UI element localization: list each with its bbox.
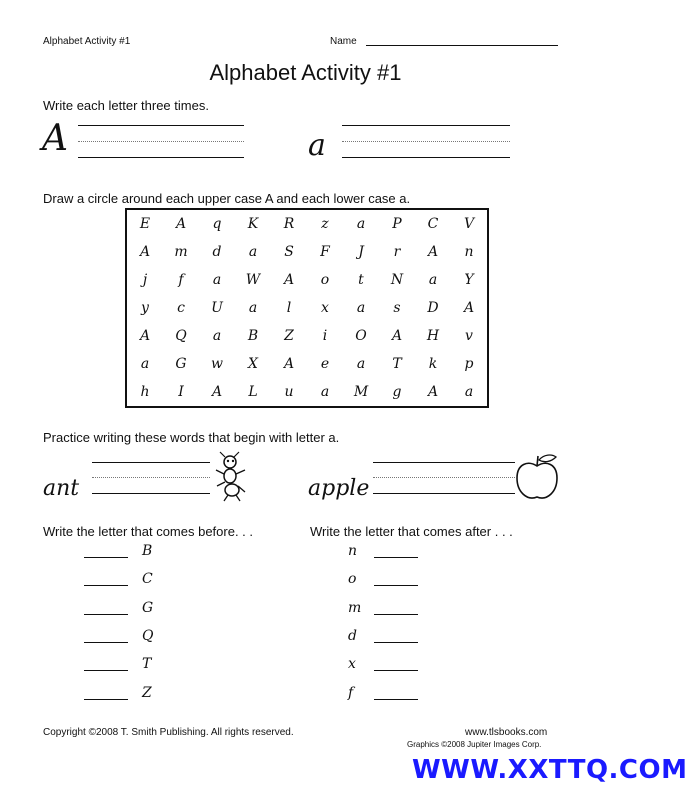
grid-letter[interactable]: l bbox=[286, 300, 292, 316]
grid-letter[interactable]: a bbox=[356, 356, 366, 372]
grid-letter[interactable]: Z bbox=[284, 328, 294, 344]
grid-letter[interactable]: g bbox=[392, 384, 402, 400]
instruction-write-letters: Write each letter three times. bbox=[43, 98, 209, 113]
grid-letter[interactable]: a bbox=[428, 272, 438, 288]
grid-letter[interactable]: F bbox=[320, 244, 330, 260]
grid-letter[interactable]: a bbox=[248, 300, 258, 316]
grid-letter[interactable]: s bbox=[393, 300, 401, 316]
apple-icon bbox=[514, 452, 560, 502]
answer-blank-after[interactable] bbox=[374, 614, 418, 615]
grid-letter[interactable]: v bbox=[465, 328, 473, 344]
website-link[interactable]: www.tlsbooks.com bbox=[465, 727, 548, 738]
answer-blank-before[interactable] bbox=[84, 557, 128, 558]
grid-letter[interactable]: p bbox=[464, 356, 474, 372]
instruction-after: Write the letter that comes after . . . bbox=[310, 524, 513, 539]
grid-letter[interactable]: a bbox=[320, 384, 330, 400]
grid-letter[interactable]: o bbox=[320, 272, 330, 288]
grid-letter[interactable]: a bbox=[248, 244, 258, 260]
grid-row bbox=[126, 209, 488, 238]
instruction-before: Write the letter that comes before. . . bbox=[43, 524, 254, 539]
before-letter: C bbox=[142, 571, 153, 587]
grid-letter[interactable]: j bbox=[142, 272, 148, 288]
answer-blank-before[interactable] bbox=[84, 670, 128, 671]
letter-upper-a: A bbox=[42, 118, 68, 159]
writing-midline bbox=[78, 141, 244, 142]
grid-letter[interactable]: w bbox=[211, 356, 223, 372]
name-line[interactable] bbox=[366, 45, 558, 46]
writing-line[interactable] bbox=[373, 493, 515, 494]
ant-icon bbox=[212, 452, 248, 502]
grid-letter[interactable]: e bbox=[320, 356, 330, 372]
grid-row bbox=[126, 294, 488, 322]
grid-letter[interactable]: V bbox=[463, 216, 475, 232]
grid-letter[interactable]: A bbox=[139, 244, 151, 260]
after-letter: x bbox=[348, 656, 356, 672]
grid-letter[interactable]: y bbox=[141, 300, 149, 316]
grid-letter[interactable]: a bbox=[212, 328, 222, 344]
grid-letter[interactable]: X bbox=[248, 356, 258, 372]
grid-letter[interactable]: A bbox=[463, 300, 475, 316]
grid-letter[interactable]: t bbox=[358, 272, 364, 288]
writing-line[interactable] bbox=[92, 462, 210, 463]
grid-letter[interactable]: a bbox=[356, 216, 366, 232]
grid-letter[interactable]: i bbox=[322, 328, 328, 344]
grid-letter[interactable]: n bbox=[464, 244, 474, 260]
answer-blank-before[interactable] bbox=[84, 614, 128, 615]
grid-letter[interactable]: G bbox=[175, 356, 187, 372]
header-name-label: Name bbox=[330, 36, 357, 47]
grid-letter[interactable]: B bbox=[247, 328, 259, 344]
grid-letter[interactable]: I bbox=[178, 384, 184, 400]
before-letter: Z bbox=[142, 685, 152, 701]
grid-letter[interactable]: A bbox=[211, 384, 223, 400]
grid-letter[interactable]: Q bbox=[175, 328, 187, 344]
answer-blank-after[interactable] bbox=[374, 699, 418, 700]
grid-letter[interactable]: a bbox=[212, 272, 222, 288]
grid-letter[interactable]: f bbox=[178, 272, 184, 288]
grid-letter[interactable]: A bbox=[391, 328, 403, 344]
grid-letter[interactable]: N bbox=[390, 272, 404, 288]
word-apple: apple bbox=[308, 476, 370, 501]
grid-letter[interactable]: A bbox=[175, 216, 187, 232]
grid-letter[interactable]: U bbox=[211, 300, 223, 316]
grid-letter[interactable]: M bbox=[353, 384, 369, 400]
writing-line[interactable] bbox=[373, 462, 515, 463]
before-letter: G bbox=[142, 600, 154, 616]
writing-midline bbox=[373, 477, 515, 478]
answer-blank-before[interactable] bbox=[84, 699, 128, 700]
answer-blank-before[interactable] bbox=[84, 585, 128, 586]
writing-midline bbox=[342, 141, 510, 142]
grid-letter[interactable]: J bbox=[358, 244, 364, 260]
grid-letter[interactable]: C bbox=[427, 216, 439, 232]
grid-row bbox=[126, 322, 488, 350]
writing-line[interactable] bbox=[78, 125, 244, 126]
grid-letter[interactable]: d bbox=[212, 244, 222, 260]
grid-letter[interactable]: r bbox=[393, 244, 401, 260]
word-ant: ant bbox=[43, 476, 80, 501]
grid-letter[interactable]: a bbox=[356, 300, 366, 316]
writing-midline bbox=[92, 477, 210, 478]
answer-blank-before[interactable] bbox=[84, 642, 128, 643]
watermark: WWW.XXTTQ.COM bbox=[412, 755, 688, 785]
after-letter: n bbox=[348, 543, 358, 559]
writing-line[interactable] bbox=[342, 125, 510, 126]
grid-letter[interactable]: u bbox=[284, 384, 294, 400]
answer-blank-after[interactable] bbox=[374, 642, 418, 643]
grid-letter[interactable]: k bbox=[428, 356, 438, 372]
grid-letter[interactable]: O bbox=[355, 328, 367, 344]
after-letter: m bbox=[348, 600, 362, 616]
grid-letter[interactable]: h bbox=[140, 384, 150, 400]
letter-lower-a: a bbox=[308, 128, 326, 163]
grid-letter[interactable]: T bbox=[392, 356, 402, 372]
after-letter: o bbox=[348, 571, 357, 587]
writing-line[interactable] bbox=[92, 493, 210, 494]
writing-line[interactable] bbox=[78, 157, 244, 158]
copyright-text: Copyright ©2008 T. Smith Publishing. All rights reserved. bbox=[43, 727, 294, 738]
grid-letter[interactable]: A bbox=[427, 384, 439, 400]
grid-letter[interactable]: z bbox=[321, 216, 329, 232]
grid-letter[interactable]: Y bbox=[464, 272, 474, 288]
answer-blank-after[interactable] bbox=[374, 585, 418, 586]
grid-letter[interactable]: H bbox=[426, 328, 440, 344]
answer-blank-after[interactable] bbox=[374, 670, 418, 671]
grid-letter[interactable]: W bbox=[245, 272, 261, 288]
grid-row bbox=[126, 238, 488, 266]
grid-letter[interactable]: q bbox=[212, 216, 222, 232]
grid-letter[interactable]: S bbox=[284, 244, 294, 260]
grid-letter[interactable]: P bbox=[392, 216, 402, 232]
before-letter: B bbox=[142, 543, 153, 559]
grid-letter[interactable]: m bbox=[174, 244, 188, 260]
after-letter: d bbox=[348, 628, 357, 644]
grid-letter[interactable]: E bbox=[139, 216, 151, 232]
grid-row bbox=[126, 350, 488, 378]
grid-letter[interactable]: c bbox=[177, 300, 185, 316]
grid-letter[interactable]: A bbox=[139, 328, 151, 344]
grid-letter[interactable]: A bbox=[427, 244, 439, 260]
grid-row bbox=[126, 266, 488, 294]
before-letter: T bbox=[142, 656, 152, 672]
grid-letter[interactable]: A bbox=[283, 272, 295, 288]
grid-letter[interactable]: A bbox=[283, 356, 295, 372]
instruction-circle-letters: Draw a circle around each upper case A and each lower case a. bbox=[43, 191, 411, 206]
after-letter: f bbox=[348, 685, 354, 701]
grid-letter[interactable]: x bbox=[321, 300, 329, 316]
grid-letter[interactable]: D bbox=[427, 300, 439, 316]
answer-blank-after[interactable] bbox=[374, 557, 418, 558]
before-letter: Q bbox=[142, 628, 154, 644]
grid-letter[interactable]: K bbox=[247, 216, 259, 232]
grid-letter[interactable]: L bbox=[248, 384, 258, 400]
page-title: Alphabet Activity #1 bbox=[209, 60, 402, 85]
grid-row bbox=[126, 378, 488, 407]
graphics-credit: Graphics ©2008 Jupiter Images Corp. bbox=[407, 740, 542, 749]
grid-letter[interactable]: a bbox=[464, 384, 474, 400]
writing-line[interactable] bbox=[342, 157, 510, 158]
letter-grid bbox=[125, 208, 489, 408]
grid-letter[interactable]: a bbox=[140, 356, 150, 372]
instruction-practice-words: Practice writing these words that begin with letter a. bbox=[43, 430, 340, 445]
grid-letter[interactable]: R bbox=[283, 216, 295, 232]
header-activity-label: Alphabet Activity #1 bbox=[43, 36, 131, 47]
